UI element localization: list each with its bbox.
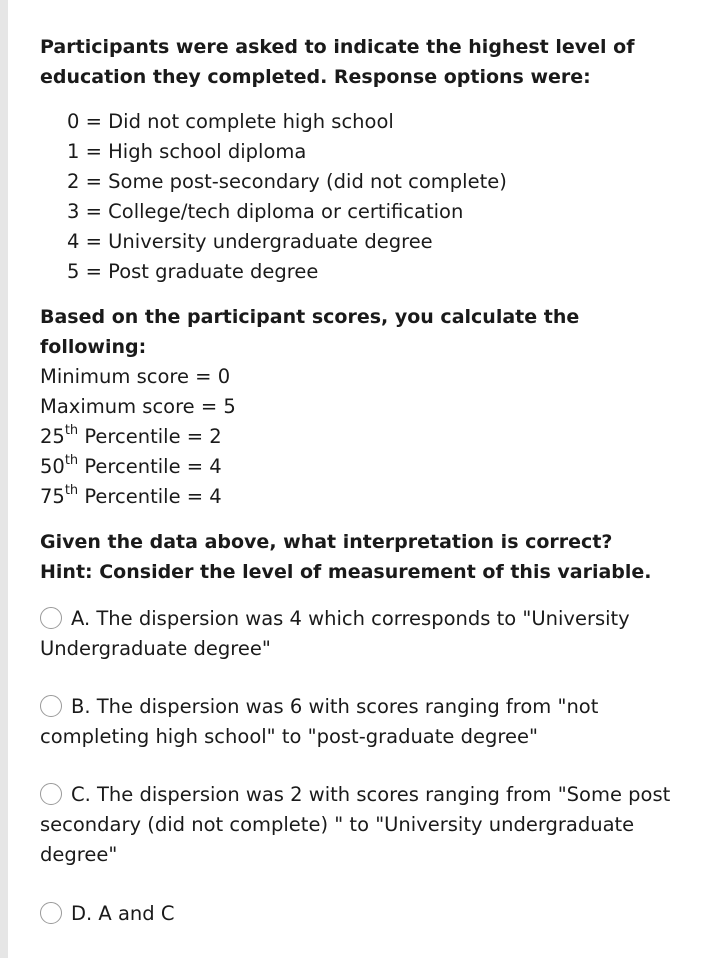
stat-75th-percentile <box>40 482 680 512</box>
percentile-number: 75 <box>40 485 65 508</box>
radio-button-c[interactable] <box>40 783 62 805</box>
answer-choice-d[interactable] <box>40 899 680 929</box>
percentile-number: 50 <box>40 455 65 478</box>
response-option: 1 = High school diploma <box>67 140 307 163</box>
percentile-number: 25 <box>40 425 65 448</box>
response-option: 2 = Some post-secondary (did not complete) <box>67 170 507 193</box>
response-option: 0 = Did not complete high school <box>67 110 394 133</box>
choice-b-label[interactable]: B. The dispersion was 6 with scores ranging from "not completing high school" to "post-graduate degree" <box>40 695 599 748</box>
ordinal-suffix: th <box>64 482 79 498</box>
percentile-value: Percentile = 2 <box>78 425 222 448</box>
question-prompt: Given the data above, what interpretation is correct? <box>40 531 613 553</box>
choice-d-label[interactable]: D. A and C <box>71 902 175 925</box>
stat-maximum: Maximum score = 5 <box>40 395 236 418</box>
prompt-section <box>40 527 680 587</box>
choice-c-label[interactable]: C. The dispersion was 2 with scores ranging from "Some post secondary (did not complete) " to "University undergraduate degree" <box>40 783 671 866</box>
stat-25th-percentile <box>40 422 680 452</box>
question-hint: Hint: Consider the level of measurement of this variable. <box>40 561 652 583</box>
question-intro: Participants were asked to indicate the highest level of education they completed. Response options were: <box>40 36 635 88</box>
answer-choice-c[interactable] <box>40 780 680 870</box>
answer-choice-a[interactable] <box>40 604 680 664</box>
radio-button-b[interactable] <box>40 695 62 717</box>
response-option: 3 = College/tech diploma or certification <box>67 200 464 223</box>
answer-choice-b[interactable] <box>40 692 680 752</box>
stats-section <box>40 302 680 512</box>
response-option: 5 = Post graduate degree <box>67 260 319 283</box>
radio-button-a[interactable] <box>40 607 62 629</box>
choice-a-label[interactable]: A. The dispersion was 4 which corresponds to "University Undergraduate degree" <box>40 607 630 660</box>
stat-50th-percentile <box>40 452 680 482</box>
response-options-list <box>40 107 680 287</box>
stats-heading: Based on the participant scores, you calculate the following: <box>40 306 580 358</box>
percentile-value: Percentile = 4 <box>78 485 222 508</box>
radio-button-d[interactable] <box>40 902 62 924</box>
ordinal-suffix: th <box>64 452 79 468</box>
page-left-border <box>0 0 8 958</box>
ordinal-suffix: th <box>64 422 79 438</box>
response-option: 4 = University undergraduate degree <box>67 230 433 253</box>
question-content <box>40 32 680 929</box>
stat-minimum: Minimum score = 0 <box>40 365 231 388</box>
percentile-value: Percentile = 4 <box>78 455 222 478</box>
